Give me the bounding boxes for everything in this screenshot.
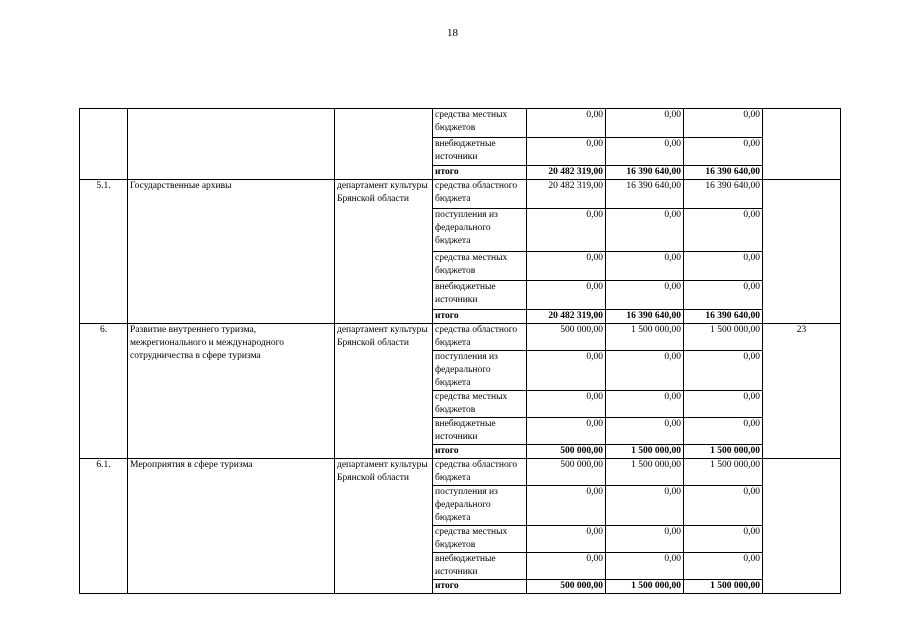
amount-year3-cell: 0,00 [684, 391, 763, 418]
amount-year2-cell: 16 390 640,00 [606, 180, 684, 209]
executor-cell: департамент культуры Брянской области [335, 180, 433, 324]
amount-year2-cell: 16 390 640,00 [606, 310, 684, 324]
item-number-cell: 6.1. [80, 459, 128, 594]
funding-source-cell: итого [433, 445, 527, 459]
amount-year3-cell: 1 500 000,00 [684, 459, 763, 486]
item-name-cell [128, 109, 335, 180]
amount-year2-cell: 0,00 [606, 252, 684, 281]
amount-year2-cell: 0,00 [606, 526, 684, 553]
amount-year2-cell: 1 500 000,00 [606, 324, 684, 351]
funding-source-cell: средства областного бюджета [433, 324, 527, 351]
funding-source-cell: поступления из федерального бюджета [433, 486, 527, 526]
amount-year2-cell: 16 390 640,00 [606, 166, 684, 180]
amount-year3-cell: 0,00 [684, 553, 763, 580]
amount-year1-cell: 20 482 319,00 [527, 310, 606, 324]
amount-year2-cell: 0,00 [606, 391, 684, 418]
funding-source-cell: поступления из федерального бюджета [433, 209, 527, 252]
amount-year1-cell: 0,00 [527, 418, 606, 445]
amount-year2-cell: 0,00 [606, 109, 684, 138]
amount-year2-cell: 1 500 000,00 [606, 445, 684, 459]
indicator-ref-cell: 23 [763, 324, 841, 459]
amount-year1-cell: 500 000,00 [527, 324, 606, 351]
funding-source-cell: итого [433, 310, 527, 324]
funding-source-cell: итого [433, 580, 527, 594]
amount-year3-cell: 1 500 000,00 [684, 324, 763, 351]
funding-source-cell: средства местных бюджетов [433, 391, 527, 418]
table-row [80, 180, 841, 209]
amount-year1-cell: 0,00 [527, 209, 606, 252]
amount-year3-cell: 0,00 [684, 138, 763, 166]
budget-table [79, 108, 841, 594]
amount-year3-cell: 1 500 000,00 [684, 445, 763, 459]
funding-source-cell: средства областного бюджета [433, 459, 527, 486]
amount-year2-cell: 0,00 [606, 281, 684, 310]
amount-year1-cell: 500 000,00 [527, 580, 606, 594]
amount-year1-cell: 500 000,00 [527, 459, 606, 486]
page-number: 18 [447, 27, 458, 39]
amount-year1-cell: 0,00 [527, 109, 606, 138]
amount-year1-cell: 0,00 [527, 391, 606, 418]
funding-source-cell: средства местных бюджетов [433, 109, 527, 138]
table-body [80, 109, 841, 594]
item-name-cell: Развитие внутреннего туризма, межрегионального и международного сотрудничества в сфере туризма [128, 324, 335, 459]
table-row [80, 109, 841, 138]
item-number-cell [80, 109, 128, 180]
amount-year1-cell: 0,00 [527, 486, 606, 526]
amount-year2-cell: 1 500 000,00 [606, 580, 684, 594]
funding-source-cell: средства областного бюджета [433, 180, 527, 209]
amount-year2-cell: 1 500 000,00 [606, 459, 684, 486]
amount-year2-cell: 0,00 [606, 553, 684, 580]
funding-source-cell: внебюджетные источники [433, 553, 527, 580]
amount-year3-cell: 0,00 [684, 252, 763, 281]
amount-year3-cell: 1 500 000,00 [684, 580, 763, 594]
amount-year3-cell: 0,00 [684, 351, 763, 391]
funding-source-cell: внебюджетные источники [433, 281, 527, 310]
table-row [80, 459, 841, 486]
executor-cell: департамент культуры Брянской области [335, 459, 433, 594]
amount-year2-cell: 0,00 [606, 209, 684, 252]
amount-year3-cell: 0,00 [684, 418, 763, 445]
indicator-ref-cell [763, 459, 841, 594]
indicator-ref-cell [763, 109, 841, 180]
funding-source-cell: средства местных бюджетов [433, 252, 527, 281]
executor-cell: департамент культуры Брянской области [335, 324, 433, 459]
amount-year1-cell: 20 482 319,00 [527, 180, 606, 209]
amount-year2-cell: 0,00 [606, 486, 684, 526]
amount-year1-cell: 0,00 [527, 351, 606, 391]
funding-source-cell: внебюджетные источники [433, 138, 527, 166]
amount-year3-cell: 0,00 [684, 526, 763, 553]
amount-year3-cell: 16 390 640,00 [684, 310, 763, 324]
item-name-cell: Государственные архивы [128, 180, 335, 324]
amount-year1-cell: 0,00 [527, 138, 606, 166]
amount-year1-cell: 0,00 [527, 252, 606, 281]
amount-year3-cell: 16 390 640,00 [684, 166, 763, 180]
item-number-cell: 5.1. [80, 180, 128, 324]
funding-source-cell: поступления из федерального бюджета [433, 351, 527, 391]
funding-source-cell: итого [433, 166, 527, 180]
amount-year2-cell: 0,00 [606, 351, 684, 391]
item-name-cell: Мероприятия в сфере туризма [128, 459, 335, 594]
table-row [80, 324, 841, 351]
amount-year1-cell: 500 000,00 [527, 445, 606, 459]
amount-year3-cell: 0,00 [684, 109, 763, 138]
indicator-ref-cell [763, 180, 841, 324]
amount-year3-cell: 0,00 [684, 486, 763, 526]
funding-source-cell: внебюджетные источники [433, 418, 527, 445]
amount-year1-cell: 0,00 [527, 526, 606, 553]
amount-year2-cell: 0,00 [606, 138, 684, 166]
amount-year1-cell: 0,00 [527, 553, 606, 580]
funding-source-cell: средства местных бюджетов [433, 526, 527, 553]
amount-year3-cell: 16 390 640,00 [684, 180, 763, 209]
amount-year3-cell: 0,00 [684, 209, 763, 252]
amount-year2-cell: 0,00 [606, 418, 684, 445]
item-number-cell: 6. [80, 324, 128, 459]
amount-year3-cell: 0,00 [684, 281, 763, 310]
executor-cell [335, 109, 433, 180]
amount-year1-cell: 0,00 [527, 281, 606, 310]
amount-year1-cell: 20 482 319,00 [527, 166, 606, 180]
